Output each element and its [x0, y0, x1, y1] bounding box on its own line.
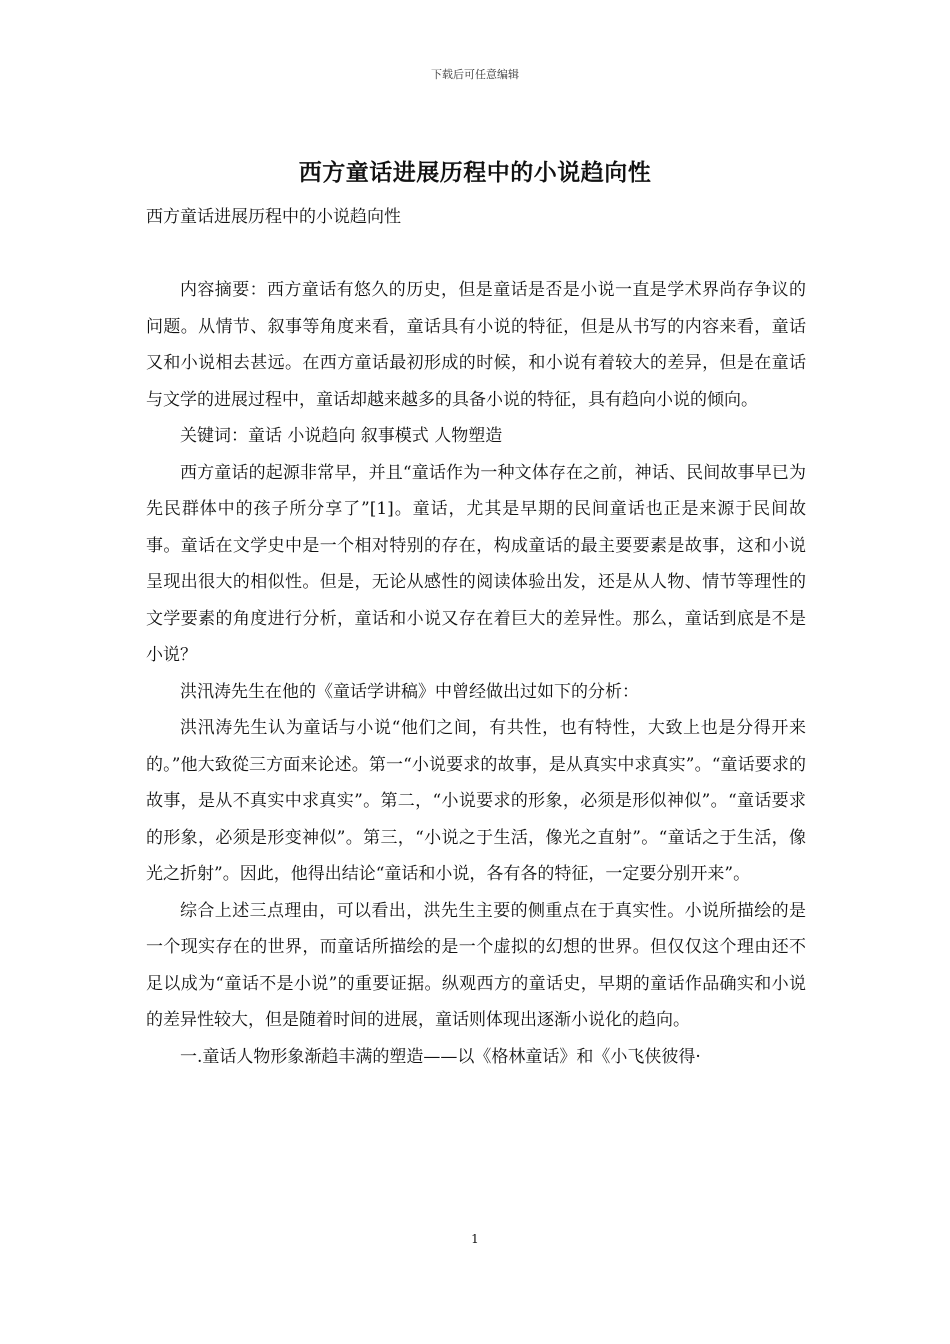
section-heading: 一.童话人物形象渐趋丰满的塑造——以《格林童话》和《小飞侠彼得·	[180, 1046, 701, 1067]
body-paragraph: 综合上述三点理由，可以看出，洪先生主要的侧重点在于真实性。小说所描绘的是一个现实存在的世界，而童话所描绘的是一个虚拟的幻想的世界。但仅仅这个理由还不足以成为“童话不是小说”的重要证据。纵观西方的童话史，早期的童话作品确实和小说的差异性较大，但是随着时间的进展，童话则体现出逐渐小说化的趋向。	[146, 900, 806, 1030]
body-paragraph: 西方童话的起源非常早，并且“童话作为一种文体存在之前，神话、民间故事早已为先民群体中的孩子所分享了”[1]。童话，尤其是早期的民间童话也正是来源于民间故事。童话在文学史中是一个相对特别的存在，构成童话的最主要要素是故事，这和小说呈现出很大的相似性。但是，无论从感性的阅读体验出发，还是从人物、情节等理性的文学要素的角度进行分析，童话和小说又存在着巨大的差异性。那么，童话到底是不是小说？	[146, 462, 806, 665]
document-body	[146, 272, 806, 1075]
header-note: 下载后可任意编辑	[431, 68, 519, 81]
page-number: 1	[471, 1232, 479, 1246]
document-subtitle: 西方童话进展历程中的小说趋向性	[146, 207, 401, 227]
keywords-paragraph: 关键词：童话 小说趋向 叙事模式 人物塑造	[180, 426, 503, 446]
abstract-paragraph: 内容摘要：西方童话有悠久的历史，但是童话是否是小说一直是学术界尚存争议的问题。从情节、叙事等角度来看，童话具有小说的特征，但是从书写的内容来看，童话又和小说相去甚远。在西方童话最初形成的时候，和小说有着较大的差异，但是在童话与文学的进展过程中，童话却越来越多的具备小说的特征，具有趋向小说的倾向。	[146, 280, 806, 410]
body-paragraph: 洪汛涛先生认为童话与小说“他们之间，有共性，也有特性，大致上也是分得开来的。”他大致從三方面来论述。第一“小说要求的故事，是从真实中求真实”。“童话要求的故事，是从不真实中求真实”。第二，“小说要求的形象，必须是形似神似”。“童话要求的形象，必须是形变神似”。第三，“小说之于生活，像光之直射”。“童话之于生活，像光之折射”。因此，他得出结论“童话和小说，各有各的特征，一定要分别开来”。	[146, 718, 806, 884]
document-title: 西方童话进展历程中的小说趋向性	[298, 159, 652, 186]
body-paragraph: 洪汛涛先生在他的《童话学讲稿》中曾经做出过如下的分析：	[180, 681, 639, 702]
